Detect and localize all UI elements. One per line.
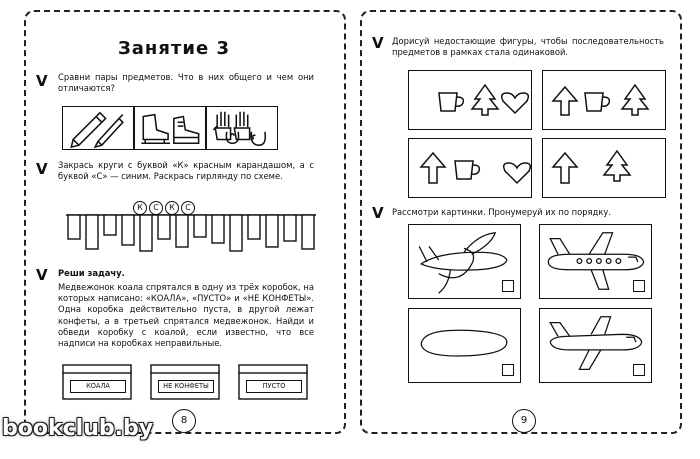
skate-boot-icon: [134, 106, 206, 150]
task-text: Медвежонок коала спрятался в одну из трёх коробок, на которых написано: «КОАЛА», «ПУСТО» и «НЕ КОНФЕТЫ». Одна коробка действительно пуста, в другой лежат конфеты, а в третьей спрятался медвежонок. Найди и обведи коробку с коалой, если известно, что все надписи на коробках неправильные.: [58, 282, 314, 349]
plane-sketch-outline: [408, 308, 521, 383]
plane-sketch-rough: [408, 224, 521, 299]
sequence-frame: [408, 70, 532, 130]
comparison-pictures: [62, 106, 278, 150]
check-mark: V: [372, 204, 384, 222]
crate-label: НЕ КОНФЕТЫ: [158, 380, 214, 393]
right-page: [360, 10, 682, 434]
check-mark: V: [36, 72, 48, 90]
task-text: Сравни пары предметов. Что в них общего и чем они отличаются?: [58, 72, 314, 94]
check-mark: V: [36, 160, 48, 178]
bead-circle: С: [181, 201, 195, 215]
sequence-frame: [542, 70, 666, 130]
order-number-box[interactable]: [502, 280, 514, 292]
crate-label: ПУСТО: [246, 380, 302, 393]
task-heading: Реши задачу.: [58, 268, 125, 278]
check-mark: V: [36, 266, 48, 284]
task-text: Рассмотри картинки. Пронумеруй их по порядку.: [392, 207, 612, 217]
page-number: 9: [512, 409, 536, 433]
gloves-mittens-icon: [206, 106, 278, 150]
bead-circle: К: [165, 201, 179, 215]
plane-sketch-detailed: [539, 224, 652, 299]
order-number-box[interactable]: [502, 364, 514, 376]
bead-circle: К: [133, 201, 147, 215]
left-page: [24, 10, 346, 434]
plane-sketch-partial: [539, 308, 652, 383]
page-title: Занятие 3: [118, 38, 230, 59]
page-number: 8: [172, 409, 196, 433]
pencil-pen-icon: [62, 106, 134, 150]
sequence-frame: [408, 138, 532, 198]
crate-label: КОАЛА: [70, 380, 126, 393]
crate-box[interactable]: [150, 364, 220, 400]
order-number-box[interactable]: [633, 364, 645, 376]
sequence-frame: [542, 138, 666, 198]
crate-box[interactable]: [238, 364, 308, 400]
crate-box[interactable]: [62, 364, 132, 400]
task-text: Закрась круги с буквой «К» красным карандашом, а с буквой «С» — синим. Раскрась гирлянду по схеме.: [58, 160, 314, 182]
bead-circle: С: [149, 201, 163, 215]
watermark-text: bookclub.by: [2, 416, 154, 441]
garland-flags[interactable]: [66, 212, 316, 254]
order-number-box[interactable]: [633, 280, 645, 292]
task-text: Дорисуй недостающие фигуры, чтобы последовательность предметов в рамках стала одинаковой.: [392, 36, 664, 58]
check-mark: V: [372, 34, 384, 52]
